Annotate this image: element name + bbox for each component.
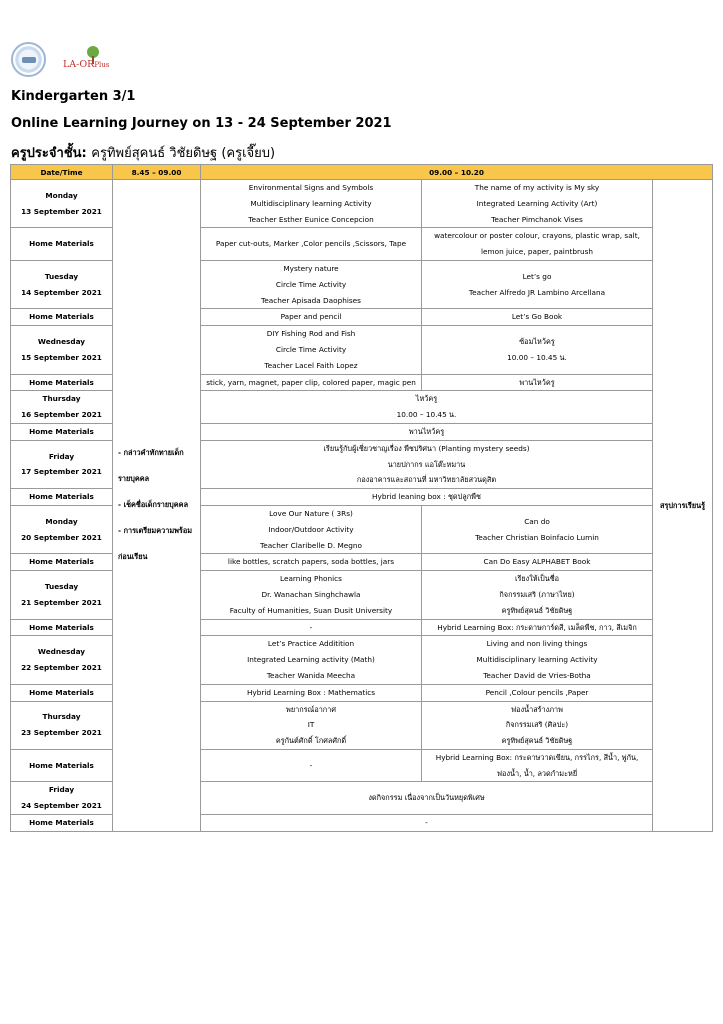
activity-b xyxy=(422,180,653,228)
cell-line: DIY Fishing Rod and Fish xyxy=(266,329,356,339)
activity-merged xyxy=(201,782,653,815)
home-materials-a xyxy=(201,684,422,701)
day-date: 13 September 2021 xyxy=(21,206,102,216)
activity-b xyxy=(422,701,653,749)
cell-line: The name of my activity is My sky xyxy=(474,183,600,192)
home-materials-a xyxy=(201,619,422,636)
home-materials-label: Home Materials xyxy=(11,489,113,506)
cell-line: Pencil ,Colour pencils ,Paper xyxy=(485,687,589,697)
day-name: Wednesday xyxy=(37,647,86,657)
home-materials-label: Home Materials xyxy=(11,554,113,571)
cell-line: Faculty of Humanities, Suan Dusit University xyxy=(229,605,393,615)
cell-line: Learning Phonics xyxy=(280,574,342,584)
day-date: 23 September 2021 xyxy=(21,728,102,738)
home-materials-b xyxy=(422,749,653,782)
day-name: Tuesday xyxy=(44,582,79,592)
page-title: Kindergarten 3/1 xyxy=(11,89,136,104)
day-name: Monday xyxy=(45,190,78,200)
cell-line: Teacher Alfredo JR Lambino Arcellana xyxy=(468,287,606,297)
activity-merged xyxy=(201,440,653,488)
cell-line: 10.00 – 10.45 น. xyxy=(507,352,567,362)
cell-line: พานไหว้ครู xyxy=(519,377,555,387)
home-materials-b xyxy=(422,619,653,636)
header-slot1: 8.45 – 09.00 xyxy=(113,165,201,180)
day-cell xyxy=(11,260,113,308)
cell-line: Dr. Wanachan Singhchawla xyxy=(261,589,361,599)
cell-line: Multidisciplinary learning Activity xyxy=(250,198,372,208)
home-materials-label: Home Materials xyxy=(11,749,113,782)
cell-line: ครูกันต์ศักดิ์ โกศลศักดิ์ xyxy=(275,736,347,746)
day-cell xyxy=(11,391,113,424)
cell-line: ฟองน้ำสร้างภาพ xyxy=(511,704,563,714)
cell-line: Let’s Go Book xyxy=(511,312,563,322)
activity-b xyxy=(422,571,653,619)
day-name: Thursday xyxy=(42,394,81,404)
home-materials-label: Home Materials xyxy=(11,423,113,440)
cell-line: Paper cut-outs, Marker ,Color pencils ,Scissors, Tape xyxy=(215,239,407,249)
cell-line: ฟองน้ำ, น้ำ, ลวดกำมะหยี่ xyxy=(496,768,578,778)
cell-line: Paper and pencil xyxy=(280,312,342,322)
greeting-column xyxy=(113,180,201,832)
day-cell xyxy=(11,636,113,684)
home-materials-label: Home Materials xyxy=(11,684,113,701)
activity-b xyxy=(422,260,653,308)
day-name: Friday xyxy=(48,785,75,795)
cell-line: IT xyxy=(307,720,315,730)
cell-line: Love Our Nature ( 3Rs) xyxy=(269,508,353,518)
schedule-table xyxy=(10,164,713,832)
day-cell xyxy=(11,505,113,553)
activity-b xyxy=(422,326,653,374)
home-materials-label: Home Materials xyxy=(11,228,113,261)
cell-line: lemon juice, paper, paintbrush xyxy=(480,247,593,257)
cell-line: พยากรณ์อากาศ xyxy=(286,704,336,714)
cell-line: กองอาคารและสถานที่ มหาวิทยาลัยสวนดุสิต xyxy=(356,475,497,485)
home-materials-merged xyxy=(201,815,653,832)
cell-line: Mystery nature xyxy=(283,263,339,273)
cell-line: watercolour or poster colour, crayons, plastic wrap, salt, xyxy=(434,231,640,241)
cell-line: ไหว้ครู xyxy=(415,394,438,404)
cell-line: Teacher Esther Eunice Concepcion xyxy=(248,214,374,224)
cell-line: - xyxy=(425,818,428,828)
cell-line: Hybrid Learning Box: กระดาษวาดเขียน, กรรไกร, สีน้ำ, พู่กัน, xyxy=(435,752,639,762)
day-cell xyxy=(11,180,113,228)
teacher-label: ครูประจำชั้น: xyxy=(11,146,87,161)
home-materials-merged xyxy=(201,423,653,440)
day-date: 24 September 2021 xyxy=(21,801,102,811)
day-cell xyxy=(11,701,113,749)
day-cell xyxy=(11,440,113,488)
cell-line: Hybrid Learning Box: กระดาษการ์ดสี, เมล็ดพืช, กาว, สีเมจิก xyxy=(437,622,637,632)
home-materials-a xyxy=(201,228,422,261)
greeting-line: - เช็คชื่อเด็กรายบุคคล xyxy=(118,500,189,510)
cell-line: Circle Time Activity xyxy=(275,279,347,289)
day-name: Friday xyxy=(48,451,75,461)
cell-line: - xyxy=(309,760,313,770)
summary-column: สรุปการเรียนรู้ xyxy=(653,180,713,832)
cell-line: งดกิจกรรม เนื่องจากเป็นวันหยุดพิเศษ xyxy=(368,793,485,803)
cell-line: นายปกากร แอโต๊ะหมาน xyxy=(387,459,466,469)
cell-line: Living and non living things xyxy=(486,639,588,649)
activity-a xyxy=(201,571,422,619)
cell-line: Hybrid leaning box : ชุดปลูกพืช xyxy=(372,492,481,502)
activity-b xyxy=(422,636,653,684)
cell-line: - xyxy=(309,622,313,632)
home-materials-merged xyxy=(201,489,653,506)
day-date: 16 September 2021 xyxy=(21,410,102,420)
greeting-line: - การเตรียมความพร้อม xyxy=(118,526,193,536)
cell-line: Teacher Christian Boinfacio Lumin xyxy=(475,532,599,542)
cell-line: Integrated Learning activity (Math) xyxy=(247,655,375,665)
cell-line: Teacher Pimchanok Vises xyxy=(491,214,583,224)
day-name: Monday xyxy=(45,516,78,526)
greeting-line: รายบุคคล xyxy=(118,474,150,484)
home-materials-label: Home Materials xyxy=(11,815,113,832)
activity-a xyxy=(201,326,422,374)
cell-line: Can do xyxy=(524,516,550,526)
day-name: Tuesday xyxy=(44,271,79,281)
home-materials-b xyxy=(422,309,653,326)
cell-line: like bottles, scratch papers, soda bottles, jars xyxy=(227,557,395,567)
home-materials-label: Home Materials xyxy=(11,309,113,326)
greeting-line: - กล่าวคำทักทายเด็ก xyxy=(118,448,184,458)
cell-line: ซ้อมไหว้ครู xyxy=(519,337,555,347)
cell-line: พานไหว้ครู xyxy=(408,426,445,436)
day-date: 17 September 2021 xyxy=(21,467,102,477)
activity-a xyxy=(201,636,422,684)
activity-a xyxy=(201,260,422,308)
home-materials-a xyxy=(201,309,422,326)
home-materials-label: Home Materials xyxy=(11,374,113,391)
home-materials-b xyxy=(422,374,653,391)
cell-line: Let’s Practice Additition xyxy=(267,639,355,649)
activity-b xyxy=(422,505,653,553)
activity-merged xyxy=(201,391,653,424)
home-materials-b xyxy=(422,684,653,701)
day-cell xyxy=(11,326,113,374)
cell-line: Let’s go xyxy=(522,271,552,281)
cell-line: Circle Time Activity xyxy=(275,344,347,354)
cell-line: Indoor/Outdoor Activity xyxy=(268,524,354,534)
cell-line: เรียงให้เป็นชื่อ xyxy=(514,574,560,584)
header-slot2: 09.00 – 10.20 xyxy=(201,165,713,180)
cell-line: Teacher Lacel Faith Lopez xyxy=(264,360,358,370)
activity-a xyxy=(201,701,422,749)
home-materials-label: Home Materials xyxy=(11,619,113,636)
cell-line: ครูทิพย์สุคนธ์ วิชัยดิษฐ xyxy=(501,605,573,615)
cell-line: Teacher Claribelle D. Megno xyxy=(260,540,362,550)
cell-line: Teacher Wanida Meecha xyxy=(266,670,356,680)
day-name: Wednesday xyxy=(37,337,86,347)
cell-line: Integrated Learning Activity (Art) xyxy=(476,198,598,208)
day-date: 15 September 2021 xyxy=(21,352,102,362)
cell-line: 10.00 – 10.45 น. xyxy=(396,410,457,420)
cell-line: ครูทิพย์สุคนธ์ วิชัยดิษฐ xyxy=(501,736,573,746)
cell-line: Hybrid Learning Box : Mathematics xyxy=(246,687,376,697)
day-date: 21 September 2021 xyxy=(21,597,102,607)
activity-a xyxy=(201,505,422,553)
homeroom-teacher xyxy=(11,142,275,163)
day-cell xyxy=(11,782,113,815)
cell-line: Teacher David de Vries-Botha xyxy=(483,670,591,680)
day-date: 14 September 2021 xyxy=(21,287,102,297)
activity-a xyxy=(201,180,422,228)
table-row xyxy=(11,180,713,228)
greeting-line: ก่อนเรียน xyxy=(118,552,148,562)
home-materials-b xyxy=(422,554,653,571)
page-subtitle: Online Learning Journey on 13 - 24 September 2021 xyxy=(11,116,392,131)
cell-line: กิจกรรมเสริ (ภาษาไทย) xyxy=(499,589,575,599)
day-name: Thursday xyxy=(42,712,81,722)
teacher-name: ครูทิพย์สุคนธ์ วิชัยดิษฐ (ครูเจี๊ยบ) xyxy=(91,146,276,161)
day-date: 20 September 2021 xyxy=(21,532,102,542)
cell-line: Teacher Apisada Daophises xyxy=(261,295,361,305)
table-header-row xyxy=(11,165,713,180)
home-materials-a xyxy=(201,554,422,571)
day-date: 22 September 2021 xyxy=(21,663,102,672)
cell-line: เรียนรู้กับผู้เชี่ยวชาญเรื่อง พืชปริศนา (Planting mystery seeds) xyxy=(323,443,530,453)
cell-line: กิจกรรมเสริ (ศิลปะ) xyxy=(505,720,569,730)
cell-line: Can Do Easy ALPHABET Book xyxy=(483,557,591,567)
cell-line: stick, yarn, magnet, paper clip, colored paper, magic pen xyxy=(206,377,416,387)
home-materials-a xyxy=(201,749,422,782)
home-materials-a xyxy=(201,374,422,391)
school-seal-logo xyxy=(11,42,46,77)
cell-line: Multidisciplinary learning Activity xyxy=(476,655,598,665)
cell-line: Environmental Signs and Symbols xyxy=(248,183,374,192)
day-cell xyxy=(11,571,113,619)
home-materials-b xyxy=(422,228,653,261)
la-or-plus-logo: LA-ORPlus xyxy=(63,46,133,76)
header-datetime: Date/Time xyxy=(11,165,113,180)
